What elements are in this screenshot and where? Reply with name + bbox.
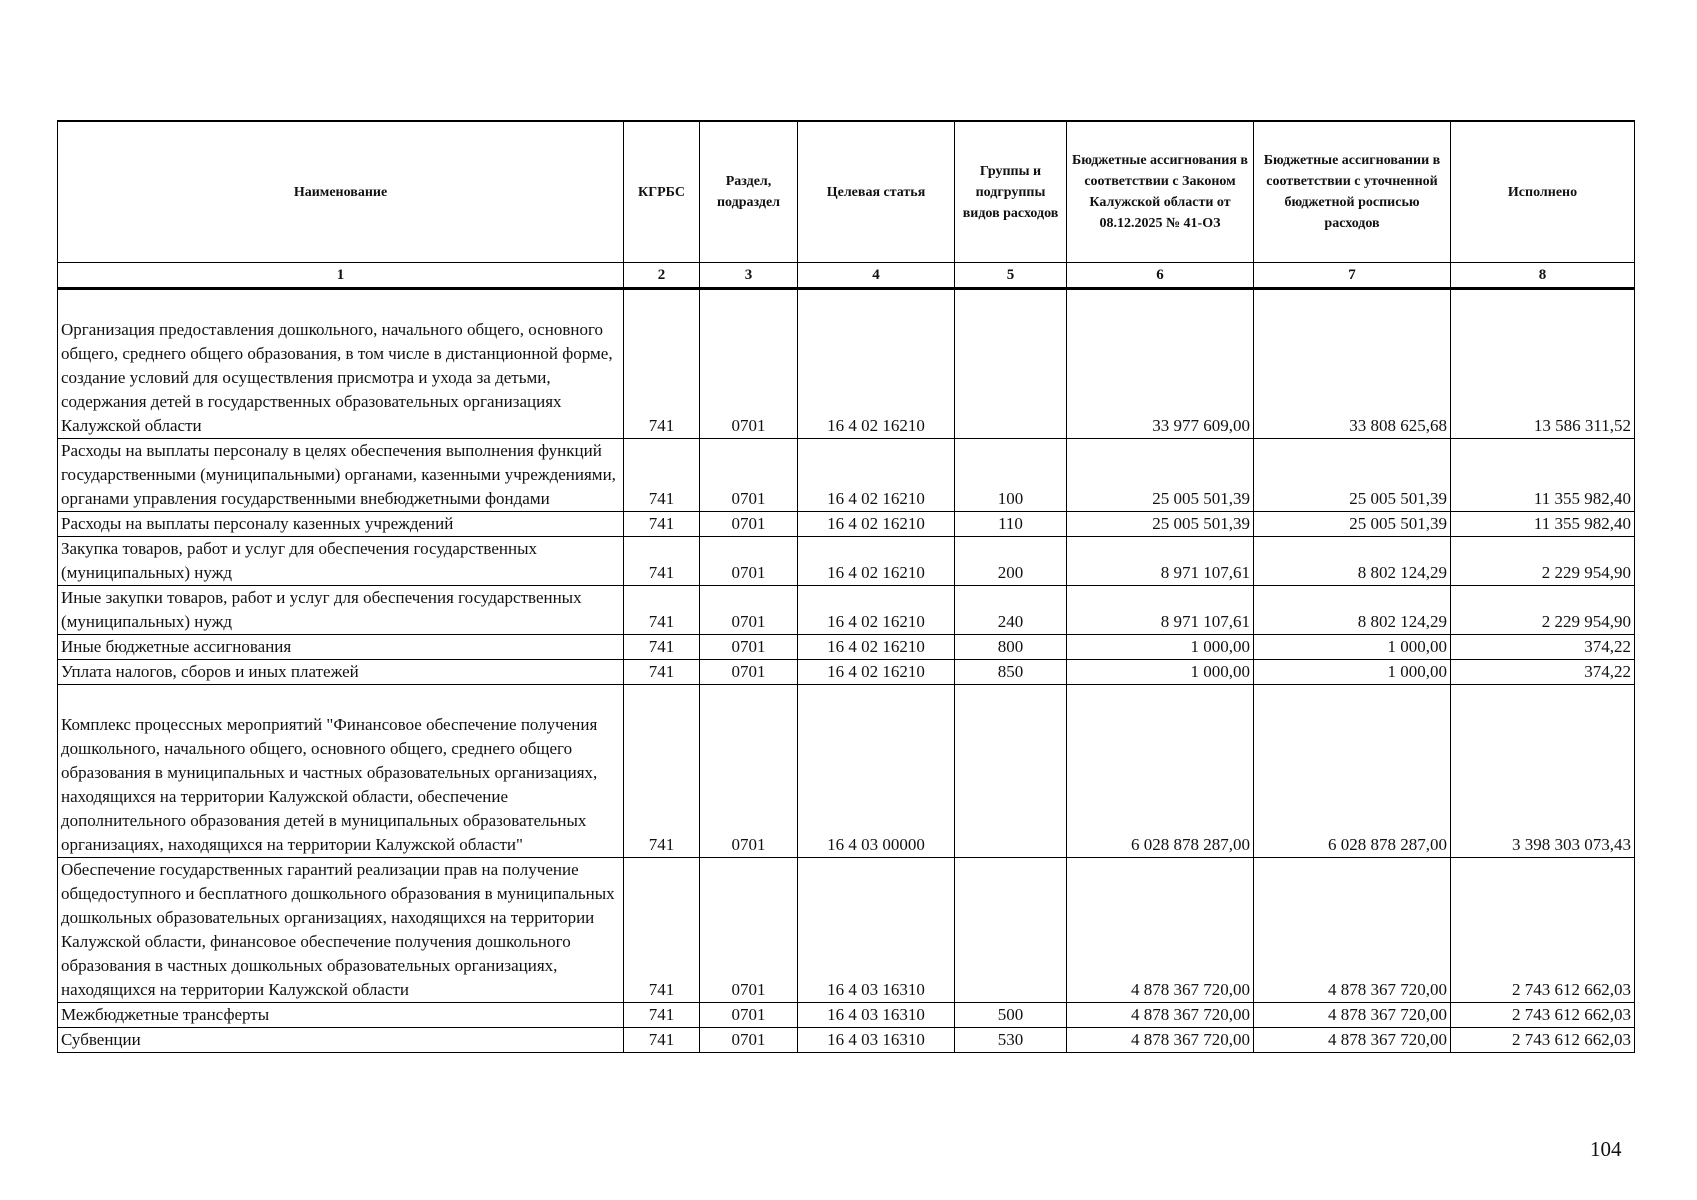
row-kgrbs: 741 <box>624 512 700 537</box>
row-section: 0701 <box>700 1028 798 1053</box>
column-number: 5 <box>955 263 1067 289</box>
table-row <box>58 685 1635 858</box>
row-target: 16 4 02 16210 <box>798 512 955 537</box>
row-name: Расходы на выплаты персоналу в целях обеспечения выполнения функций государственными (муниципальными) органами, казенными учреждениями, органами управления государственными внебюджетными фондами <box>58 439 624 512</box>
row-refined-amount: 1 000,00 <box>1254 635 1451 660</box>
row-group: 200 <box>955 537 1067 586</box>
row-section: 0701 <box>700 512 798 537</box>
row-name: Расходы на выплаты персоналу казенных учреждений <box>58 512 624 537</box>
row-target: 16 4 02 16210 <box>798 586 955 635</box>
row-refined-amount: 33 808 625,68 <box>1254 289 1451 439</box>
row-law-amount: 6 028 878 287,00 <box>1067 685 1254 858</box>
row-name: Обеспечение государственных гарантий реализации прав на получение общедоступного и бесплатного дошкольного образования в муниципальных дошкольных образовательных организациях, находящихся на территории Калужской области, финансовое обеспечение получения дошкольного образования в частных дошкольных образовательных организациях, находящихся на территории Калужской области <box>58 858 624 1003</box>
row-target: 16 4 02 16210 <box>798 537 955 586</box>
row-kgrbs: 741 <box>624 660 700 685</box>
row-executed-amount: 2 743 612 662,03 <box>1451 1028 1635 1053</box>
row-executed-amount: 374,22 <box>1451 635 1635 660</box>
row-name: Иные закупки товаров, работ и услуг для обеспечения государственных (муниципальных) нужд <box>58 586 624 635</box>
column-number: 2 <box>624 263 700 289</box>
row-section: 0701 <box>700 537 798 586</box>
row-refined-amount: 1 000,00 <box>1254 660 1451 685</box>
row-name: Иные бюджетные ассигнования <box>58 635 624 660</box>
row-refined-amount: 6 028 878 287,00 <box>1254 685 1451 858</box>
row-target: 16 4 03 00000 <box>798 685 955 858</box>
row-target: 16 4 03 16310 <box>798 1003 955 1028</box>
header-refined: Бюджетные ассигновании в соответствии с уточненной бюджетной росписью расходов <box>1254 121 1451 263</box>
row-executed-amount: 2 229 954,90 <box>1451 537 1635 586</box>
row-kgrbs: 741 <box>624 586 700 635</box>
table-row <box>58 858 1635 1003</box>
row-refined-amount: 4 878 367 720,00 <box>1254 858 1451 1003</box>
row-group: 530 <box>955 1028 1067 1053</box>
row-section: 0701 <box>700 635 798 660</box>
row-refined-amount: 25 005 501,39 <box>1254 439 1451 512</box>
row-target: 16 4 03 16310 <box>798 858 955 1003</box>
row-section: 0701 <box>700 289 798 439</box>
row-group <box>955 685 1067 858</box>
table-row <box>58 660 1635 685</box>
row-target: 16 4 03 16310 <box>798 1028 955 1053</box>
row-executed-amount: 11 355 982,40 <box>1451 512 1635 537</box>
row-kgrbs: 741 <box>624 635 700 660</box>
row-law-amount: 4 878 367 720,00 <box>1067 1028 1254 1053</box>
table-row <box>58 537 1635 586</box>
header-name: Наименование <box>58 121 624 263</box>
table-row <box>58 1003 1635 1028</box>
row-target: 16 4 02 16210 <box>798 635 955 660</box>
table-row <box>58 289 1635 439</box>
header-section: Раздел, подраздел <box>700 121 798 263</box>
row-law-amount: 1 000,00 <box>1067 660 1254 685</box>
header-kgrbs: КГРБС <box>624 121 700 263</box>
row-kgrbs: 741 <box>624 1003 700 1028</box>
column-number: 1 <box>58 263 624 289</box>
table-row <box>58 586 1635 635</box>
row-kgrbs: 741 <box>624 858 700 1003</box>
row-executed-amount: 374,22 <box>1451 660 1635 685</box>
row-section: 0701 <box>700 685 798 858</box>
row-name: Организация предоставления дошкольного, начального общего, основного общего, среднего общего образования, в том числе в дистанционной форме, создание условий для осуществления присмотра и ухода за детьми, содержания детей в государственных образовательных организациях Калужской области <box>58 289 624 439</box>
table-header-row <box>58 121 1635 263</box>
row-name: Закупка товаров, работ и услуг для обеспечения государственных (муниципальных) нужд <box>58 537 624 586</box>
row-target: 16 4 02 16210 <box>798 660 955 685</box>
row-group: 500 <box>955 1003 1067 1028</box>
row-section: 0701 <box>700 439 798 512</box>
row-executed-amount: 2 229 954,90 <box>1451 586 1635 635</box>
row-name: Субвенции <box>58 1028 624 1053</box>
row-law-amount: 8 971 107,61 <box>1067 537 1254 586</box>
row-target: 16 4 02 16210 <box>798 289 955 439</box>
row-group: 240 <box>955 586 1067 635</box>
row-refined-amount: 8 802 124,29 <box>1254 586 1451 635</box>
row-executed-amount: 2 743 612 662,03 <box>1451 858 1635 1003</box>
table-row <box>58 439 1635 512</box>
row-group: 110 <box>955 512 1067 537</box>
row-section: 0701 <box>700 660 798 685</box>
column-number: 6 <box>1067 263 1254 289</box>
row-law-amount: 8 971 107,61 <box>1067 586 1254 635</box>
row-section: 0701 <box>700 586 798 635</box>
row-refined-amount: 8 802 124,29 <box>1254 537 1451 586</box>
header-executed: Исполнено <box>1451 121 1635 263</box>
row-target: 16 4 02 16210 <box>798 439 955 512</box>
page-number: 104 <box>1590 1137 1622 1161</box>
row-name: Уплата налогов, сборов и иных платежей <box>58 660 624 685</box>
row-executed-amount: 11 355 982,40 <box>1451 439 1635 512</box>
column-number: 3 <box>700 263 798 289</box>
budget-table <box>57 120 1635 1053</box>
row-law-amount: 25 005 501,39 <box>1067 512 1254 537</box>
row-kgrbs: 741 <box>624 289 700 439</box>
row-kgrbs: 741 <box>624 439 700 512</box>
row-law-amount: 33 977 609,00 <box>1067 289 1254 439</box>
row-group: 100 <box>955 439 1067 512</box>
row-law-amount: 4 878 367 720,00 <box>1067 1003 1254 1028</box>
row-group: 850 <box>955 660 1067 685</box>
header-groups: Группы и подгруппы видов расходов <box>955 121 1067 263</box>
row-kgrbs: 741 <box>624 685 700 858</box>
column-number-row <box>58 263 1635 289</box>
row-refined-amount: 4 878 367 720,00 <box>1254 1028 1451 1053</box>
row-refined-amount: 25 005 501,39 <box>1254 512 1451 537</box>
table-row <box>58 512 1635 537</box>
table-row <box>58 1028 1635 1053</box>
column-number: 4 <box>798 263 955 289</box>
row-refined-amount: 4 878 367 720,00 <box>1254 1003 1451 1028</box>
row-section: 0701 <box>700 858 798 1003</box>
column-number: 8 <box>1451 263 1635 289</box>
row-group: 800 <box>955 635 1067 660</box>
row-executed-amount: 3 398 303 073,43 <box>1451 685 1635 858</box>
row-law-amount: 25 005 501,39 <box>1067 439 1254 512</box>
row-name: Комплекс процессных мероприятий "Финансовое обеспечение получения дошкольного, начального общего, основного общего, среднего общего образования в муниципальных и частных образовательных организациях, находящихся на территории Калужской области, обеспечение дополнительного образования детей в муниципальных образовательных организациях, находящихся на территории Калужской области" <box>58 685 624 858</box>
header-law: Бюджетные ассигнования в соответствии с Законом Калужской области от 08.12.2025 № 41-ОЗ <box>1067 121 1254 263</box>
header-target: Целевая статья <box>798 121 955 263</box>
table-row <box>58 635 1635 660</box>
row-group <box>955 289 1067 439</box>
row-name: Межбюджетные трансферты <box>58 1003 624 1028</box>
column-number: 7 <box>1254 263 1451 289</box>
row-law-amount: 4 878 367 720,00 <box>1067 858 1254 1003</box>
row-executed-amount: 13 586 311,52 <box>1451 289 1635 439</box>
row-group <box>955 858 1067 1003</box>
row-section: 0701 <box>700 1003 798 1028</box>
row-law-amount: 1 000,00 <box>1067 635 1254 660</box>
row-executed-amount: 2 743 612 662,03 <box>1451 1003 1635 1028</box>
row-kgrbs: 741 <box>624 537 700 586</box>
row-kgrbs: 741 <box>624 1028 700 1053</box>
